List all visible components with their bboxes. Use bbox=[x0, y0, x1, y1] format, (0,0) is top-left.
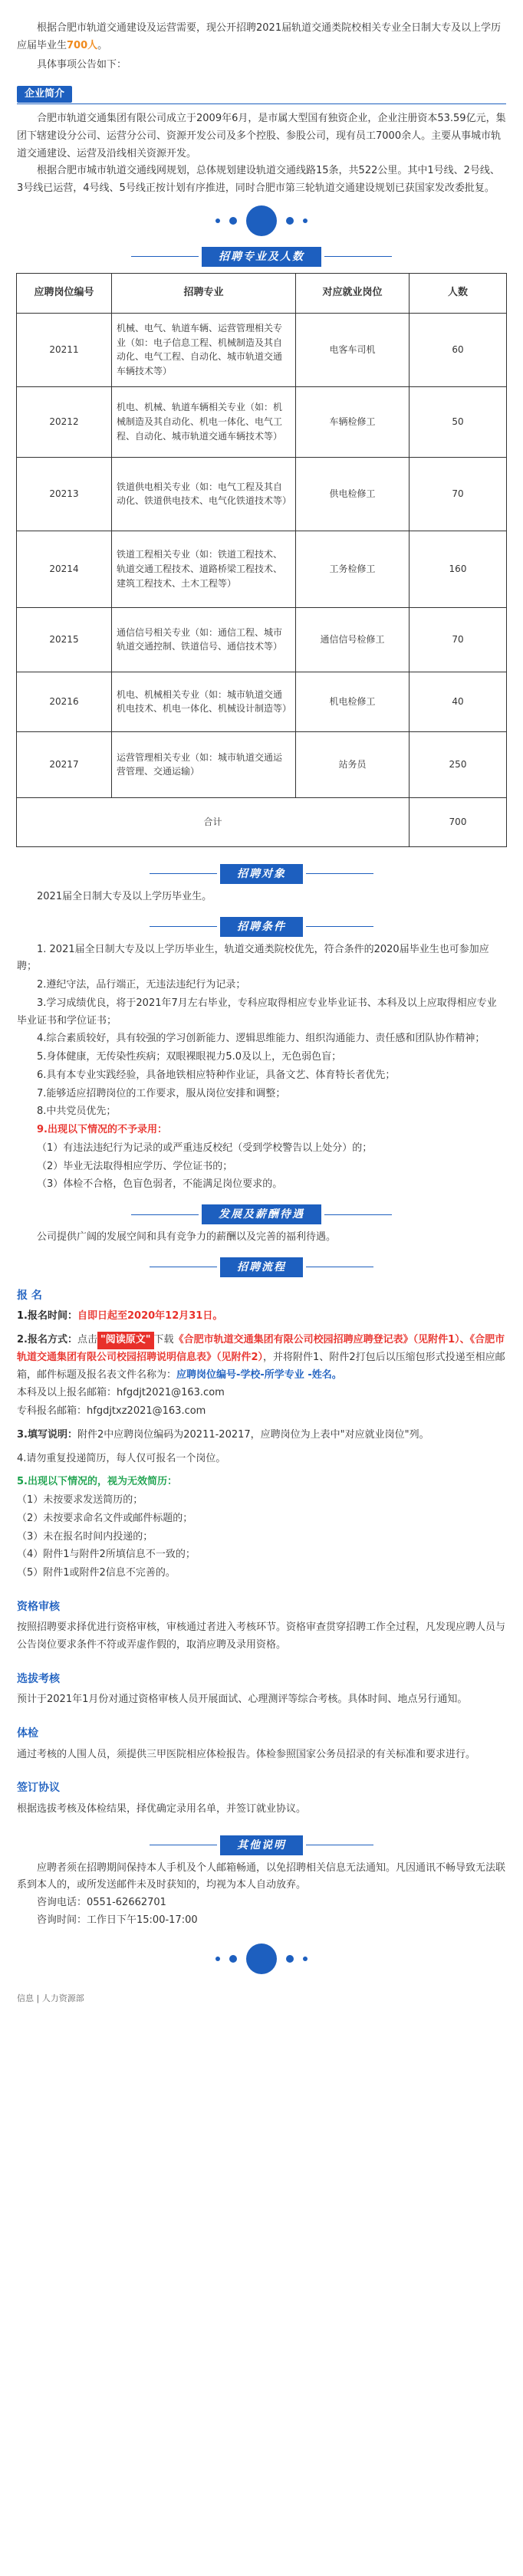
table-header: 招聘专业 bbox=[112, 273, 296, 313]
section-banner-development: 发展及薪酬待遇 bbox=[0, 1204, 523, 1224]
list-item: （3）未在报名时间内投递的； bbox=[17, 1530, 153, 1543]
list-item: 4.综合素质较好，具有较强的学习创新能力、逻辑思维能力、组织沟通能力、责任感和团队协作精神； bbox=[37, 1033, 485, 1045]
decor-dots-bottom bbox=[0, 1944, 523, 1974]
conditions-list bbox=[0, 941, 523, 1194]
table-row: 20211 机械、电气、轨道车辆、运营管理相关专业（如：电子信息工程、机械制造及其自动化、电气工程、自动化、城市轨道交通车辆技术等） 电客车司机 60 bbox=[17, 313, 507, 386]
flow-section bbox=[0, 1286, 523, 1819]
qualification-text: 按照招聘要求择优进行资格审核，审核通过者进入考核环节。资格审查贯穿招聘工作全过程，凡发现应聘人员与公告岗位要求条件不符或弄虚作假的，取消应聘及录用资格。 bbox=[17, 1622, 506, 1651]
intro-subtitle: 具体事项公告如下： bbox=[37, 58, 127, 71]
physical-exam-text: 通过考核的人围人员，须提供三甲医院相应体检报告。体检参照国家公务员招录的有关标准和要求进行。 bbox=[17, 1748, 476, 1760]
email-college: 专科报名邮箱：hfgdjtxz2021@163.com bbox=[17, 1405, 206, 1417]
fill-instructions: 3.填写说明：附件2中应聘岗位编码为20211-20217，应聘岗位为上表中"对应就业岗位"列。 bbox=[17, 1428, 429, 1441]
footer-source: 信息 | 人力资源部 bbox=[17, 1993, 84, 2003]
list-item: （3）体检不合格，色盲色弱者，不能满足岗位要求的。 bbox=[37, 1178, 283, 1191]
list-item: （2）毕业无法取得相应学历、学位证书的； bbox=[37, 1160, 233, 1172]
agreement-text: 根据选拔考核及体检结果，择优确定录用名单，并签订就业协议。 bbox=[17, 1802, 307, 1815]
registration-time: 1.报名时间：自即日起至2020年12月31日。 bbox=[17, 1310, 223, 1322]
list-item: 6.具有本专业实践经验，具备地铁相应特种作业证，具备文艺、体育特长者优先； bbox=[37, 1069, 396, 1081]
list-item: 3.学习成绩优良，将于2021年7月左右毕业，专科应取得相应专业毕业证书、本科及以上应取得相应专业毕业证书和学位证书； bbox=[17, 997, 497, 1027]
table-row: 20217 运营管理相关专业（如：城市轨道交通运营管理、交通运输） 站务员 250 bbox=[17, 731, 507, 797]
section-banner-flow: 招聘流程 bbox=[0, 1257, 523, 1277]
company-paragraph-2: 根据合肥市城市轨道交通线网规划，总体规划建设轨道交通线路15条，共522公里。其中1号线、2号线、3号线已运营，4号线、5号线正按计划有序推进，同时合肥市第三轮轨道交通建设规划已获国家发改委批复。 bbox=[17, 165, 500, 194]
invalid-resume-heading: 5.出现以下情况的，视为无效简历： bbox=[17, 1476, 177, 1488]
registration-heading: 报 名 bbox=[17, 1289, 42, 1302]
table-header: 对应就业岗位 bbox=[296, 273, 410, 313]
section-banner-jobs: 招聘专业及人数 bbox=[0, 247, 523, 267]
list-item: （1）有违法违纪行为记录的或严重违反校纪（受到学校警告以上处分）的； bbox=[37, 1142, 373, 1154]
contact-phone: 咨询电话：0551-62662701 bbox=[37, 1897, 166, 1908]
physical-exam-heading: 体检 bbox=[17, 1727, 38, 1740]
company-section bbox=[0, 81, 523, 198]
section-banner-conditions: 招聘条件 bbox=[0, 917, 523, 937]
exam-text: 预计于2021年1月份对通过资格审核人员开展面试、心理测评等综合考核。具体时间、地点另行通知。 bbox=[17, 1694, 468, 1706]
other-section bbox=[0, 1860, 523, 1930]
company-paragraph-1: 合肥市轨道交通集团有限公司成立于2009年6月，是市属大型国有独资企业，企业注册资本53.59亿元，集团下辖建设分公司、运营分公司、资源开发公司及多个控股、参股公司，现有员工7000余人。主要从事城市轨道交通建设、运营及沿线相关资源开发。 bbox=[17, 113, 506, 159]
list-item: （1）未按要求发送简历的； bbox=[17, 1494, 143, 1506]
decor-dots bbox=[0, 205, 523, 236]
table-header: 应聘岗位编号 bbox=[17, 273, 112, 313]
qualification-heading: 资格审核 bbox=[17, 1600, 60, 1613]
list-item: 1. 2021届全日制大专及以上学历毕业生，轨道交通类院校优先，符合条件的2020届毕业生也可参加应聘； bbox=[17, 943, 489, 973]
other-paragraph: 应聘者须在招聘期间保持本人手机及个人邮箱畅通，以免招聘相关信息无法通知。凡因通讯不畅导致无法联系到本人的，或所发送邮件未及时获知的，均视为本人自动放弃。 bbox=[17, 1861, 506, 1891]
list-item: 8.中共党员优先； bbox=[37, 1106, 117, 1118]
email-undergrad: 本科及以上报名邮箱：hfgdjt2021@163.com bbox=[17, 1387, 225, 1399]
agreement-heading: 签订协议 bbox=[17, 1782, 60, 1795]
development-text: 公司提供广阔的发展空间和具有竞争力的薪酬以及完善的福利待遇。 bbox=[37, 1231, 337, 1243]
table-header: 人数 bbox=[410, 273, 507, 313]
registration-method: 2.报名方式：点击 "阅读原文" 下载《合肥市轨道交通集团有限公司校园招聘应聘登记表》（见附件1）、《合肥市轨道交通集团有限公司校园招聘说明信息表》（见附件2），并将附件1、附件2打包后以压缩包形式投递至相应邮箱，邮件标题及报名表文件名称为：应聘岗位编号-学校-所学专业 -姓名。 bbox=[17, 1332, 506, 1384]
exam-heading: 选拔考核 bbox=[17, 1672, 60, 1685]
headcount-highlight: 700人 bbox=[67, 39, 98, 51]
table-row: 20215 通信信号相关专业（如：通信工程、城市轨道交通控制、铁道信号、通信技术等） 通信信号检修工 70 bbox=[17, 607, 507, 672]
list-item-warning: 9.出现以下情况的不予录用： bbox=[37, 1124, 167, 1135]
list-item: （5）附件1或附件2信息不完善的。 bbox=[17, 1567, 176, 1579]
read-original-link[interactable]: "阅读原文" bbox=[97, 1332, 154, 1349]
company-tag: 企业简介 bbox=[17, 86, 72, 103]
list-item: 7.能够适应招聘岗位的工作要求，服从岗位安排和调整； bbox=[37, 1087, 286, 1099]
table-total-row: 合计 700 bbox=[17, 797, 507, 846]
contact-time: 咨询时间：工作日下午15:00-17:00 bbox=[37, 1914, 198, 1926]
no-duplicate-note: 4.请勿重复投递简历，每人仅可报名一个岗位。 bbox=[17, 1452, 226, 1464]
list-item: （4）附件1与附件2所填信息不一致的； bbox=[17, 1549, 196, 1561]
table-row: 20212 机电、机械、轨道车辆相关专业（如：机械制造及其自动化、机电一体化、电气工程、自动化、城市轨道交通车辆技术等） 车辆检修工 50 bbox=[17, 386, 507, 457]
table-row: 20214 铁道工程相关专业（如：铁道工程技术、轨道交通工程技术、道路桥梁工程技术、建筑工程技术、土木工程等） 工务检修工 160 bbox=[17, 531, 507, 607]
jobs-table bbox=[16, 273, 507, 847]
target-text: 2021届全日制大专及以上学历毕业生。 bbox=[37, 890, 212, 902]
intro-paragraph: 根据合肥市轨道交通建设及运营需要，现公开招聘2021届轨道交通类院校相关专业全日制大专及以上学历应届毕业生700人。 bbox=[17, 22, 502, 51]
section-banner-other: 其他说明 bbox=[0, 1835, 523, 1855]
table-row: 20216 机电、机械相关专业（如：城市轨道交通机电技术、机电一体化、机械设计制造等） 机电检修工 40 bbox=[17, 672, 507, 731]
list-item: 5.身体健康，无传染性疾病；双眼裸眼视力5.0及以上，无色弱色盲； bbox=[37, 1051, 342, 1063]
table-row: 20213 铁道供电相关专业（如：电气工程及其自动化、铁道供电技术、电气化铁道技术等） 供电检修工 70 bbox=[17, 457, 507, 531]
intro bbox=[0, 0, 523, 74]
list-item: 2.遵纪守法，品行端正，无违法违纪行为记录； bbox=[37, 979, 246, 991]
list-item: （2）未按要求命名文件或邮件标题的； bbox=[17, 1512, 193, 1524]
section-banner-target: 招聘对象 bbox=[0, 864, 523, 884]
